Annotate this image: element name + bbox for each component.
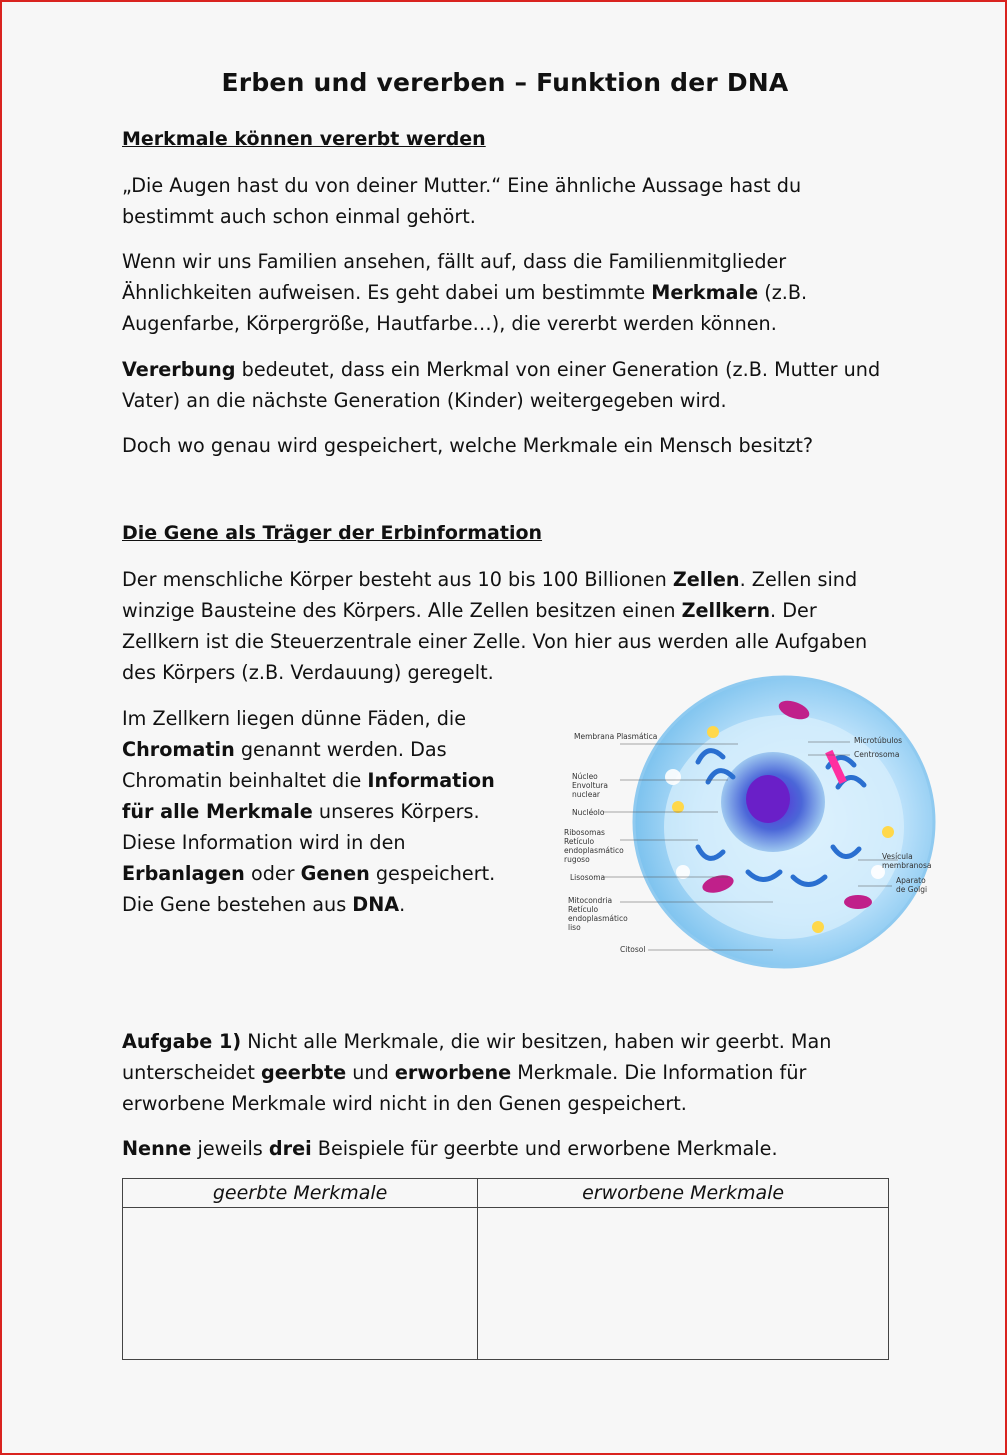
label-microtubulos: Microtúbulos — [854, 736, 902, 745]
label-centrosoma: Centrosoma — [854, 750, 900, 759]
paragraph-question — [122, 430, 892, 461]
paragraph-instruction — [122, 1133, 892, 1164]
paragraph-families — [122, 246, 892, 339]
answer-table-row — [123, 1208, 889, 1360]
text: . — [399, 893, 406, 916]
label-membrana: Membrana Plasmática — [574, 732, 658, 741]
term-information: Information für alle Merkmale — [122, 769, 495, 823]
term-merkmale: Merkmale — [651, 281, 759, 304]
label-lisosoma: Lisosoma — [570, 873, 606, 882]
label-nucleolo: Nucléolo — [572, 808, 605, 817]
text: bedeutet, dass ein Merkmal von einer Generation (z.B. Mutter und Vater) an die nächste Generation (Kinder) weitergegeben wird. — [122, 358, 881, 412]
paragraph-chromatin — [122, 703, 532, 920]
task-label: Aufgabe 1) — [122, 1030, 242, 1053]
text: gespeichert. Die Gene bestehen aus — [122, 862, 496, 916]
cell-illustration — [558, 672, 942, 982]
page-title: Erben und vererben – Funktion der DNA — [221, 68, 789, 97]
text: Im Zellkern liegen dünne Fäden, die — [122, 707, 467, 730]
paragraph-zellen — [122, 564, 892, 688]
text: (z.B. Augenfarbe, Körpergröße, Hautfarbe…), die vererbt werden können. — [122, 281, 808, 335]
term-vererbung: Vererbung — [122, 358, 236, 381]
answer-table-header — [123, 1179, 889, 1208]
label-ribosomas: Ribosomas Retículo endoplasmático rugoso — [564, 828, 624, 864]
term-zellen: Zellen — [672, 568, 740, 591]
paragraph-task — [122, 1026, 892, 1119]
text: unseres Körpers. Diese Information wird in den — [122, 800, 480, 854]
answer-table — [122, 1178, 889, 1360]
term-drei: drei — [268, 1137, 312, 1160]
label-mitocondria: Mitocondria Retículo endoplasmático liso — [568, 896, 628, 932]
label-nucleo: Núcleo Envoltura nuclear — [572, 772, 608, 799]
label-citosol: Citosol — [620, 945, 646, 954]
paragraph-intro-text: „Die Augen hast du von deiner Mutter.“ Eine ähnliche Aussage hast du bestimmt auch schon einmal gehört. — [122, 174, 802, 228]
nucleolus — [746, 775, 790, 823]
text: . Zellen sind winzige Bausteine des Körpers. Alle Zellen besitzen einen — [122, 568, 858, 622]
term-nenne: Nenne — [122, 1137, 192, 1160]
answer-cell-geerbte[interactable] — [123, 1208, 478, 1360]
section-heading-gene: Die Gene als Träger der Erbinformation — [122, 522, 543, 544]
text: Nicht alle Merkmale, die wir besitzen, haben wir geerbt. Man unterscheidet — [122, 1030, 832, 1084]
text: . Der Zellkern ist die Steuerzentrale einer Zelle. Von hier aus werden alle Aufgaben des Körpers (z.B. Verdauung) geregelt. — [122, 599, 868, 684]
term-geerbte: geerbte — [261, 1061, 347, 1084]
term-erworbene: erworbene — [394, 1061, 512, 1084]
term-dna: DNA — [352, 893, 400, 916]
label-vesicula: Vesícula membranosa — [882, 852, 932, 870]
term-genen: Genen — [300, 862, 370, 885]
text: Doch wo genau wird gespeichert, welche Merkmale ein Mensch besitzt? — [122, 434, 814, 457]
animal-cell-diagram — [558, 672, 942, 982]
text: und — [346, 1061, 395, 1084]
column-erworbene: erworbene Merkmale — [478, 1179, 889, 1208]
section-heading-merkmale: Merkmale können vererbt werden — [122, 128, 486, 150]
term-chromatin: Chromatin — [122, 738, 235, 761]
text: Der menschliche Körper besteht aus 10 bis 100 Billionen — [122, 568, 673, 591]
text: jeweils — [191, 1137, 269, 1160]
paragraph-vererbung — [122, 354, 892, 416]
text: Beispiele für geerbte und erworbene Merkmale. — [311, 1137, 778, 1160]
text: oder — [244, 862, 301, 885]
label-golgi: Aparato de Golgi — [896, 876, 928, 894]
term-erbanlagen: Erbanlagen — [122, 862, 245, 885]
column-geerbte: geerbte Merkmale — [123, 1179, 478, 1208]
paragraph-intro — [122, 170, 892, 232]
answer-cell-erworbene[interactable] — [478, 1208, 889, 1360]
text: Merkmale. Die Information für erworbene Merkmale wird nicht in den Genen gespeichert. — [122, 1061, 807, 1115]
text: Wenn wir uns Familien ansehen, fällt auf, dass die Familienmitglieder Ähnlichkeiten aufweisen. Es geht dabei um bestimmte — [122, 250, 787, 304]
term-zellkern: Zellkern — [681, 599, 771, 622]
text: genannt werden. Das Chromatin beinhaltet die — [122, 738, 447, 792]
